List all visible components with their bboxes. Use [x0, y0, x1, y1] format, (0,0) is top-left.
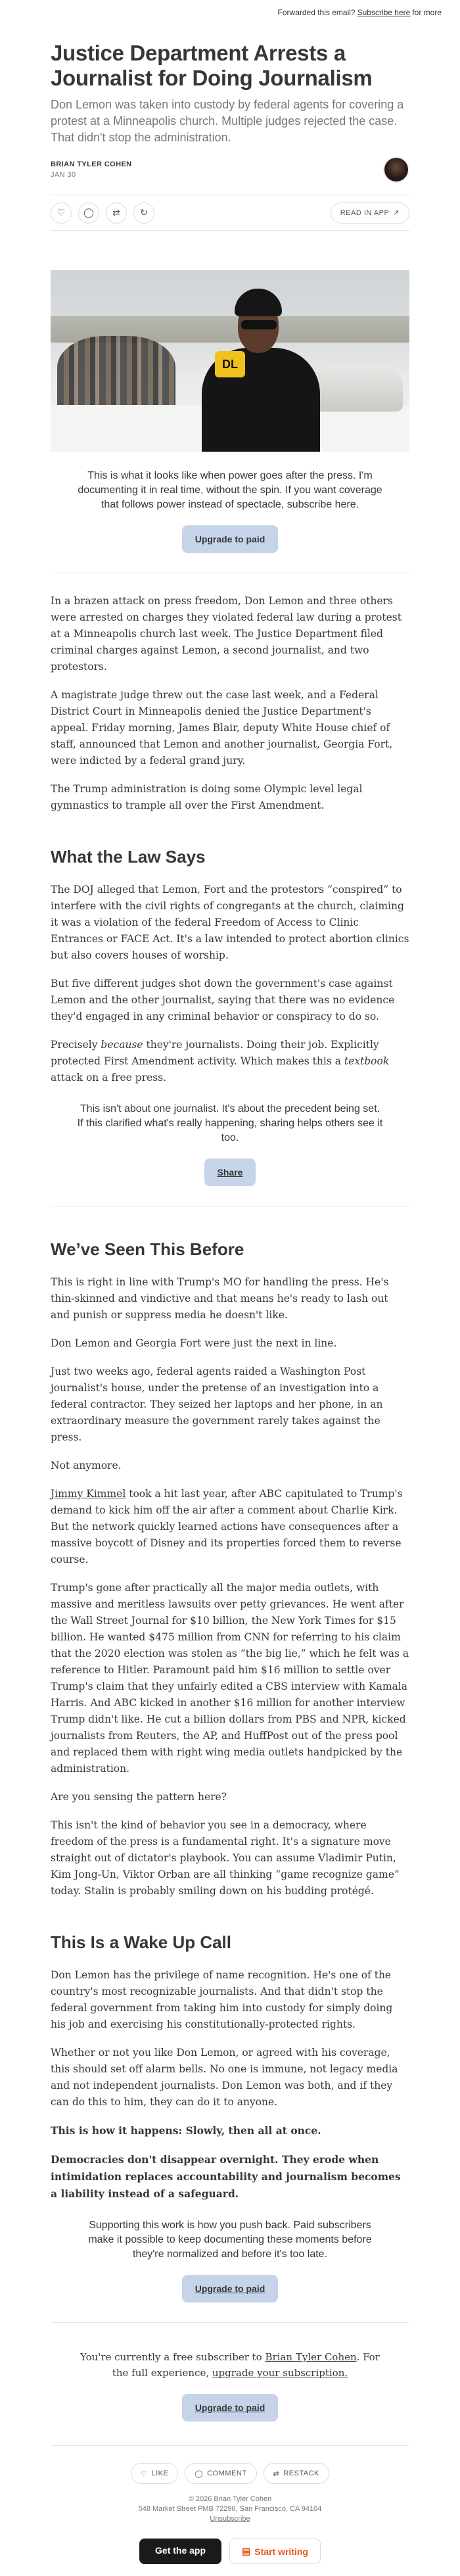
paragraph: But five different judges shot down the government's case against Lemon and the other journalist, saying that there was no evidence they'd engaged in any criminal behavior or conspiracy to do so. — [51, 978, 395, 1022]
upgrade-button[interactable]: Upgrade to paid — [182, 2275, 279, 2302]
unsubscribe-link[interactable]: Unsubscribe — [210, 2515, 250, 2523]
paragraph: Are you sensing the pattern here? — [51, 1791, 227, 1803]
subscribe-link[interactable]: Subscribe here — [357, 8, 411, 17]
car-figure — [311, 366, 403, 412]
paragraph: Not anymore. — [51, 1460, 122, 1471]
restack-pill[interactable]: ⇄ RESTACK — [264, 2463, 329, 2484]
microphone-flag: DL — [215, 351, 245, 377]
share-icon: ↻ — [140, 207, 148, 218]
restack-icon: ⇄ — [112, 207, 120, 218]
comment-icon: ◯ — [83, 207, 94, 218]
read-in-app-button[interactable] — [331, 203, 409, 224]
section-heading: We’ve Seen This Before — [51, 1239, 244, 1259]
forward-suffix: for more — [412, 8, 442, 17]
read-in-app-label: READ IN APP — [340, 208, 390, 217]
author-link[interactable]: Brian Tyler Cohen — [265, 2351, 357, 2363]
cta-text: This is what it looks like when power goes after the press. I'm documenting it in real time, without the spin. If you want coverage that follows power instead of spectacle, subscribe here. — [78, 470, 382, 510]
forward-prefix: Forwarded this email? — [277, 8, 356, 17]
substack-logo-icon: ▤ — [242, 2546, 251, 2556]
hero-image[interactable] — [51, 270, 409, 452]
copyright: © 2026 Brian Tyler Cohen — [188, 2495, 272, 2503]
author-name[interactable]: BRIAN TYLER COHEN — [51, 160, 132, 168]
like-pill[interactable]: ♡ LIKE — [131, 2463, 178, 2484]
upgrade-button[interactable]: Upgrade to paid — [182, 525, 279, 553]
comment-button[interactable] — [78, 203, 99, 224]
paragraph: Trump's gone after practically all the major media outlets, with massive and meritless lawsuits over petty grievances. He went after the Wall Street Journal for $10 billion, the New York Times for $15 billion. He wanted $475 million from CNN for referring to his claim that the 2020 election was stolen as “the big lie,” which he felt was a reference to Hitler. Paramount paid him $16 million to settle over Trump's claim that they unfairly edited a CBS interview with Kamala Harris. And ABC kicked in another $16 million for another interview Trump didn't like. He cut a billion dollars from PBS and NPR, kicked journalists from Reuters, the AP, and HuffPost out of the press pool and replaced them with right wing media outlets handpicked by the administration. — [51, 1582, 409, 1775]
post-actions — [51, 195, 409, 231]
get-app-button[interactable]: Get the app — [139, 2539, 221, 2564]
share-post-button[interactable]: Share — [204, 1158, 256, 1186]
post-body — [51, 593, 409, 2302]
paragraph: This is right in line with Trump's MO for handling the press. He's thin-skinned and vindictive and that means he's ready to lash out and punish or suppress media he doesn't like. — [51, 1276, 389, 1321]
restack-button[interactable] — [106, 203, 127, 224]
post-title[interactable]: Justice Department Arrests a Journalist for Doing Journalism — [51, 41, 373, 90]
paragraph: Don Lemon and Georgia Fort were just the next in line. — [51, 1337, 337, 1349]
bottom-actions — [51, 2445, 409, 2484]
paragraph: A magistrate judge threw out the case last week, and a Federal District Court in Minneapolis denied the Justice Department's appeal. Friday morning, James Blair, deputy White House chief of staff, announced that Lemon and another journalist, Georgia Fort, were indicted by a federal grand jury. — [51, 689, 393, 767]
start-writing-button[interactable]: ▤ Start writing — [229, 2539, 321, 2564]
cta-text: Supporting this work is how you push back. Paid subscribers make it possible to keep documenting these moments before they're normalized and before it's too late. — [88, 2220, 372, 2260]
crowd-figure — [57, 336, 175, 415]
subscriber-note — [51, 2349, 409, 2421]
share-cta — [51, 1102, 409, 1186]
share-cta-text: This isn't about one journalist. It's about the precedent being set. If this clarified what's really happening, sharing helps others see it too. — [77, 1103, 383, 1143]
forward-bar — [0, 0, 460, 25]
paragraph: The DOJ alleged that Lemon, Fort and the protestors “conspired” to interfere with the civil rights of congregants at the church, claiming it was a violation of the federal Freedom of Access to Clinic Entrances or FACE Act. It's a law intended to protect abortion clinics but also covers houses of worship. — [51, 884, 409, 961]
heart-icon: ♡ — [141, 2469, 148, 2478]
section-heading: This Is a Wake Up Call — [51, 1932, 232, 1952]
post-subtitle: Don Lemon was taken into custody by federal agents for covering a protest at a Minneapolis church. Multiple judges rejected the case. That didn't stop the administration. — [51, 98, 404, 144]
external-arrow-icon: ↗ — [393, 209, 400, 217]
post-date: JAN 30 — [51, 171, 76, 179]
subscribe-cta-bottom — [51, 2218, 409, 2302]
paragraph: Just two weeks ago, federal agents raided a Washington Post journalist's house, under the pretense of an investigation into a federal contractor. They seized her laptops and her phone, in an extraordinary measure the government rarely takes against the press. — [51, 1366, 383, 1443]
legal-footer — [51, 2494, 409, 2524]
upgrade-link[interactable]: upgrade your subscription. — [212, 2367, 348, 2379]
paragraph: Jimmy Kimmel took a hit last year, after ABC capitulated to Trump's demand to kick him off the air after a comment about Charlie Kirk. But the network quickly learned actions have consequences after a massive boycott of Disney and its properties forced them to reverse course. — [51, 1488, 403, 1565]
comment-pill[interactable]: ◯ COMMENT — [185, 2463, 256, 2484]
paragraph: Whether or not you like Don Lemon, or agreed with his coverage, this should set off alarm bells. No one is immune, not legacy media and not independent journalists. Don Lemon was both, and if they can do this to him, they can do it to anyone. — [51, 2047, 398, 2108]
paragraph: This isn't the kind of behavior you see in a democracy, where freedom of the press is a fundamental right. It's a signature move straight out of dictator's playbook. You can assume Vladimir Putin, Kim Jong-Un, Viktor Orban are all thinking “game recognize game” today. Stalin is probably smiling down on his budding protégé. — [51, 1819, 400, 1897]
divider — [51, 2322, 409, 2323]
subscriber-text: You're currently a free subscriber to Brian Tyler Cohen. For the full experience, upgrade your subscription. — [80, 2351, 380, 2379]
paragraph: The Trump administration is doing some Olympic level legal gymnastics to trample all over the First Amendment. — [51, 783, 363, 811]
reporter-figure — [202, 282, 320, 452]
address: 548 Market Street PMB 72296, San Francisco, CA 94104 — [138, 2505, 322, 2513]
kimmel-link[interactable]: Jimmy Kimmel — [51, 1488, 126, 1500]
upgrade-button[interactable]: Upgrade to paid — [182, 2394, 279, 2421]
paragraph: Precisely because they're journalists. Doing their job. Explicitly protected First Amendment activity. Which makes this a textbook attack on a free press. — [51, 1039, 390, 1084]
share-button[interactable] — [133, 203, 154, 224]
like-button[interactable] — [51, 203, 72, 224]
paragraph: This is how it happens: Slowly, then all at once. — [51, 2124, 321, 2137]
paragraph: Don Lemon has the privilege of name recognition. He's one of the country's most recognizable journalists. And that didn't stop the federal government from taking him into custody for simply doing his job and exercising his constitutionally-protected rights. — [51, 1969, 393, 2030]
author-avatar[interactable] — [383, 156, 409, 183]
byline — [51, 156, 409, 183]
comment-icon: ◯ — [195, 2469, 204, 2478]
restack-icon: ⇄ — [273, 2469, 280, 2478]
heart-icon: ♡ — [57, 207, 66, 218]
app-row — [51, 2539, 409, 2564]
paragraph: In a brazen attack on press freedom, Don Lemon and three others were arrested on charges they violated federal law during a protest at a Minneapolis church last week. The Justice Department filed criminal charges against Lemon, a second journalist, and two protestors. — [51, 595, 402, 673]
paragraph: Democracies don't disappear overnight. They erode when intimidation replaces accountability and journalism becomes a liability instead of a safeguard. — [51, 2153, 401, 2200]
section-heading: What the Law Says — [51, 847, 206, 867]
subscribe-cta — [51, 469, 409, 553]
